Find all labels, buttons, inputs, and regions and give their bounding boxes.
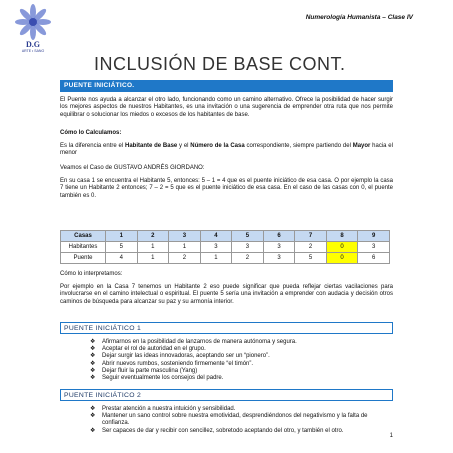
table-row-label: Habitantes	[61, 242, 106, 253]
table-header-cell: 4	[200, 231, 232, 242]
section-band: PUENTE INICIÁTICO.	[60, 80, 393, 92]
table-header-cell: 7	[295, 231, 327, 242]
list-item-text: Seguir eventualmente los consejos del padre.	[102, 375, 224, 382]
calc-text-f: Mayor	[352, 143, 371, 149]
flower-logo-icon	[14, 4, 52, 40]
diamond-bullet-icon: ❖	[90, 339, 96, 345]
list-item-text: Prestar atención a nuestra intuición y sensibilidad.	[102, 406, 236, 412]
table-row	[61, 253, 390, 264]
interpret-heading: Cómo lo interpretamos:	[60, 271, 123, 277]
table-header-row	[61, 231, 390, 242]
table-header-cell: 1	[106, 231, 138, 242]
logo-subtext: ARTE • SANO	[21, 49, 45, 53]
list-item	[90, 368, 388, 375]
page-number: 1	[389, 433, 393, 439]
diamond-bullet-icon: ❖	[90, 427, 96, 434]
list-item-text: Abrir nuevos rumbos, sosteniendo firmemente “el timón”.	[102, 360, 254, 367]
calc-text-g: hacia el menor	[60, 143, 393, 157]
table-header-cell: 3	[169, 231, 201, 242]
list-item-text: Ser capaces de dar y recibir con sencillez, sobretodo aceptando del otro, y también el otro.	[102, 427, 344, 434]
diamond-bullet-icon: ❖	[90, 353, 96, 360]
header-course-title: Numerología Humanista – Clase IV	[305, 14, 413, 21]
table-cell: 1	[137, 253, 169, 264]
calc-paragraph	[60, 143, 393, 158]
example-paragraph: En su casa 1 se encuentra el Habitante 5, entonces: 5 – 1 = 4 que es el puente iniciático de esa casa. O por ejemplo la casa 7 tiene un Habitante 2 entonces; 7 – 2 = 5 que es el puente iniciático de esa casa. En el caso de las casas con 0, el puente también es 0.	[60, 178, 393, 199]
table-row-label: Puente	[61, 253, 106, 264]
diamond-bullet-icon: ❖	[90, 367, 96, 374]
table-cell: 5	[295, 253, 327, 264]
list-item	[90, 353, 388, 360]
table-cell: 3	[200, 242, 232, 253]
table-cell-highlighted: 0	[326, 242, 358, 253]
table-cell: 1	[137, 242, 169, 253]
interpret-paragraph: Por ejemplo en la Casa 7 tenemos un Habitante 2 eso puede significar que pueda reflejar ciertas vacilaciones para involucrarse en el camino intelectual o espiritual. El puente 5 sería una invitación a emprender con audacia y decisión otros caminos de búsqueda para alcanzar su paz y su armonía interior.	[60, 284, 393, 305]
list-item-text: Afirmarnos en la posibilidad de lanzarnos de manera autónoma y segura.	[102, 339, 297, 345]
calc-text-b: Habitante de Base	[124, 143, 178, 149]
list-item-text: Dejar fluir la parte masculina (Yang)	[102, 367, 198, 374]
table-header-cell: 8	[326, 231, 358, 242]
page-title: INCLUSIÓN DE BASE CONT.	[94, 54, 346, 74]
list-item-text: Mantener un sano control sobre nuestra emotividad, desprendiéndonos del negativismo y la falta de confianza.	[102, 413, 368, 427]
list-item	[90, 346, 388, 353]
houses-table	[60, 230, 390, 264]
diamond-bullet-icon: ❖	[90, 375, 96, 382]
list-item-text: Aceptar el rol de autoridad en el grupo.	[102, 346, 206, 353]
table-cell: 2	[295, 242, 327, 253]
intro-paragraph: El Puente nos ayuda a alcanzar el otro lado, funcionando como un camino alternativo. Ofrece la posibilidad de hacer surgir los mejores aspectos de nuestros Habitantes, es una invitación o una sugerencia de emprender otra ruta que nos permite equilibrar o solucionar los miedos o excesos de los habitantes de base.	[60, 97, 393, 118]
diamond-bullet-icon: ❖	[90, 413, 96, 420]
section2-list	[90, 406, 388, 435]
table-header-cell: 9	[358, 231, 390, 242]
calc-text-c: y el	[177, 143, 191, 149]
list-item-text: Dejar surgir las ideas innovadoras, aceptando ser un “pionero”.	[102, 353, 270, 360]
table-cell-highlighted: 0	[326, 253, 358, 264]
table-header-cell: 2	[137, 231, 169, 242]
calc-text-a: Es la diferencia entre el	[60, 143, 125, 149]
list-item	[90, 361, 388, 368]
logo-text: D.G	[26, 40, 40, 49]
diamond-bullet-icon: ❖	[90, 406, 96, 412]
table-cell: 1	[169, 242, 201, 253]
list-item	[90, 406, 388, 413]
table-row	[61, 242, 390, 253]
table-cell: 2	[232, 253, 264, 264]
table-cell: 3	[232, 242, 264, 253]
section2-heading: PUENTE INICIÁTICO 2	[60, 389, 393, 401]
example-intro: Veamos el Caso de GUSTAVO ANDRÉS GIORDANO:	[60, 165, 205, 171]
table-cell: 3	[263, 253, 295, 264]
diamond-bullet-icon: ❖	[90, 360, 96, 367]
table-cell: 4	[106, 253, 138, 264]
table-cell: 3	[358, 242, 390, 253]
calc-text-d: Número de la Casa	[190, 143, 245, 149]
table-cell: 5	[106, 242, 138, 253]
list-item	[90, 339, 388, 346]
list-item	[90, 428, 388, 435]
calc-heading: Cómo lo Calculamos:	[60, 130, 122, 136]
table-header-cell: 5	[232, 231, 264, 242]
list-item	[90, 375, 388, 382]
section1-heading: PUENTE INICIÁTICO 1	[60, 322, 393, 334]
section1-list	[90, 339, 388, 382]
table-header-cell: Casas	[61, 231, 106, 242]
table-cell: 1	[200, 253, 232, 264]
table-cell: 3	[263, 242, 295, 253]
calc-text-e: correspondiente, siempre partiendo del	[244, 143, 353, 149]
list-item	[90, 413, 388, 427]
table-cell: 2	[169, 253, 201, 264]
table-header-cell: 6	[263, 231, 295, 242]
table-cell: 6	[358, 253, 390, 264]
diamond-bullet-icon: ❖	[90, 346, 96, 353]
logo	[14, 4, 52, 54]
